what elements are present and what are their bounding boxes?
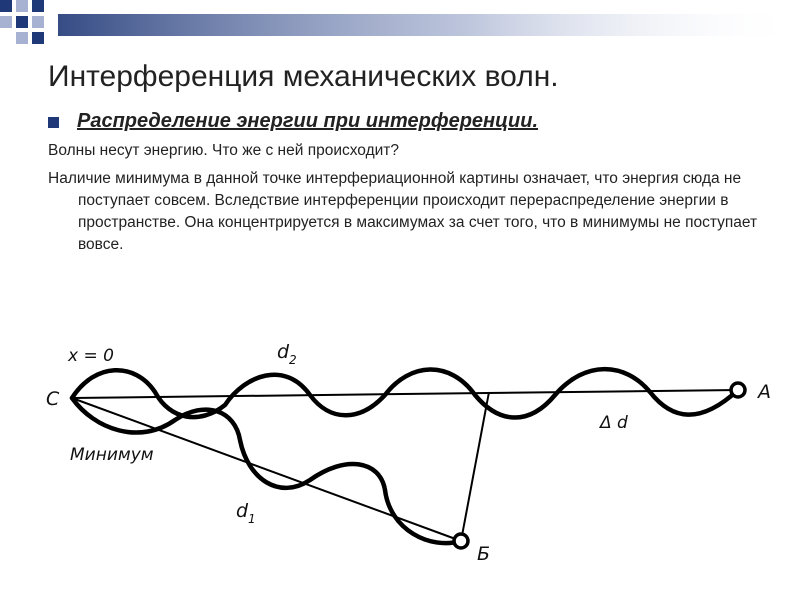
point-a xyxy=(731,383,745,397)
point-b xyxy=(454,534,468,548)
label-delta-d: Δ d xyxy=(600,413,628,433)
slide-subtitle: Распределение энергии при интерференции. xyxy=(77,110,539,132)
line-c-to-a xyxy=(72,390,738,398)
label-b: Б xyxy=(477,543,491,565)
label-d1: d xyxy=(236,500,249,522)
label-a: A xyxy=(758,381,771,403)
label-d1-subscript: 1 xyxy=(248,512,256,526)
label-d2: d xyxy=(277,341,290,363)
line-maximum-to-b xyxy=(461,392,489,541)
line-c-to-b xyxy=(72,398,461,541)
label-x0: x = 0 xyxy=(68,346,114,366)
label-minimum: Минимум xyxy=(70,445,154,465)
interference-diagram xyxy=(0,330,800,600)
slide-title: Интерференция механических волн. xyxy=(48,60,559,93)
label-c: C xyxy=(46,388,60,410)
label-d2-subscript: 2 xyxy=(289,353,297,367)
paragraph-energy-redistribution: Наличие минимума в данной точке интерфериационной картины означает, что энергия сюда не поступает совсем. Вследствие интерференции происходит перераспределение энергии в пространстве. Она концентрируется в максимумах за счет того, что в минимумы не поступает вовсе. xyxy=(48,170,758,253)
square-bullet-icon xyxy=(48,117,59,128)
subtitle-row xyxy=(48,110,538,133)
header-decoration xyxy=(0,0,800,50)
paragraph-energy-question: Волны несут энергию. Что же с ней происходит? xyxy=(48,142,400,159)
